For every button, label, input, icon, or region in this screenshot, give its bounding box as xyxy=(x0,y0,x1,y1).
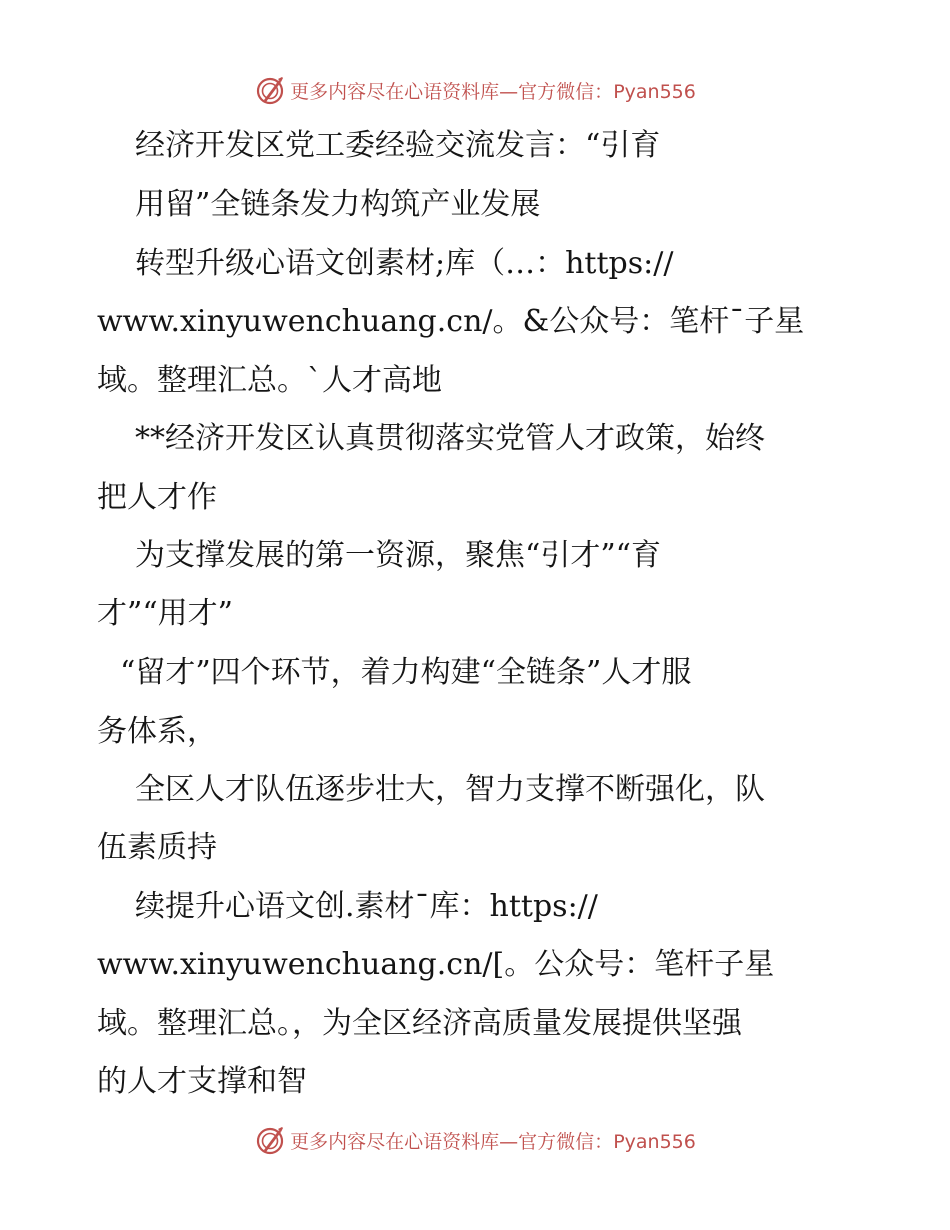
document-line: 转型升级心语文创素材;库（…：https:// xyxy=(135,246,674,281)
pen-logo-icon xyxy=(254,1124,286,1156)
document-line: 伍素质持 xyxy=(97,830,217,865)
document-line: 经济开发区党工委经验交流发言：“引育 xyxy=(135,128,661,163)
document-line: 务体系， xyxy=(97,714,217,749)
header-wechat-id: Pyan556 xyxy=(613,80,696,103)
footer-banner-text xyxy=(290,1127,696,1154)
header-banner-text xyxy=(290,77,696,104)
document-line: 才”“用才” xyxy=(97,596,234,631)
document-line: www.xinyuwenchuang.cn/。&公众号：笔杆¯子星 xyxy=(97,304,805,339)
header-banner-title: 更多内容尽在心语资料库 xyxy=(290,80,500,103)
document-line: 用留”全链条发力构筑产业发展 xyxy=(135,187,541,222)
document-line: www.xinyuwenchuang.cn/[。公众号：笔杆子星 xyxy=(97,947,775,982)
document-line: 续提升心语文创.素材¯库：https:// xyxy=(135,889,598,924)
header-wechat-label: 官方微信： xyxy=(518,80,614,103)
footer-banner xyxy=(0,1120,950,1160)
footer-banner-separator: — xyxy=(499,1130,519,1153)
document-line: 的人才支撑和智 xyxy=(97,1064,307,1099)
document-line: “留才”四个环节，着力构建“全链条”人才服 xyxy=(120,655,692,690)
document-line: 把人才作 xyxy=(97,480,217,515)
header-banner-separator: — xyxy=(499,80,519,103)
header-banner xyxy=(0,70,950,110)
footer-banner-title: 更多内容尽在心语资料库 xyxy=(290,1130,500,1153)
pen-logo-icon xyxy=(254,74,286,106)
footer-wechat-label: 官方微信： xyxy=(518,1130,614,1153)
document-line: 全区人才队伍逐步壮大，智力支撑不断强化，队 xyxy=(135,772,765,807)
document-line: 为支撑发展的第一资源，聚焦“引才”“育 xyxy=(135,538,662,573)
document-line: **经济开发区认真贯彻落实党管人才政策，始终 xyxy=(135,421,765,456)
footer-wechat-id: Pyan556 xyxy=(613,1130,696,1153)
document-line: 域。整理汇总。`人才高地 xyxy=(97,363,442,398)
document-line: 域。整理汇总。，为全区经济高质量发展提供坚强 xyxy=(97,1006,742,1041)
